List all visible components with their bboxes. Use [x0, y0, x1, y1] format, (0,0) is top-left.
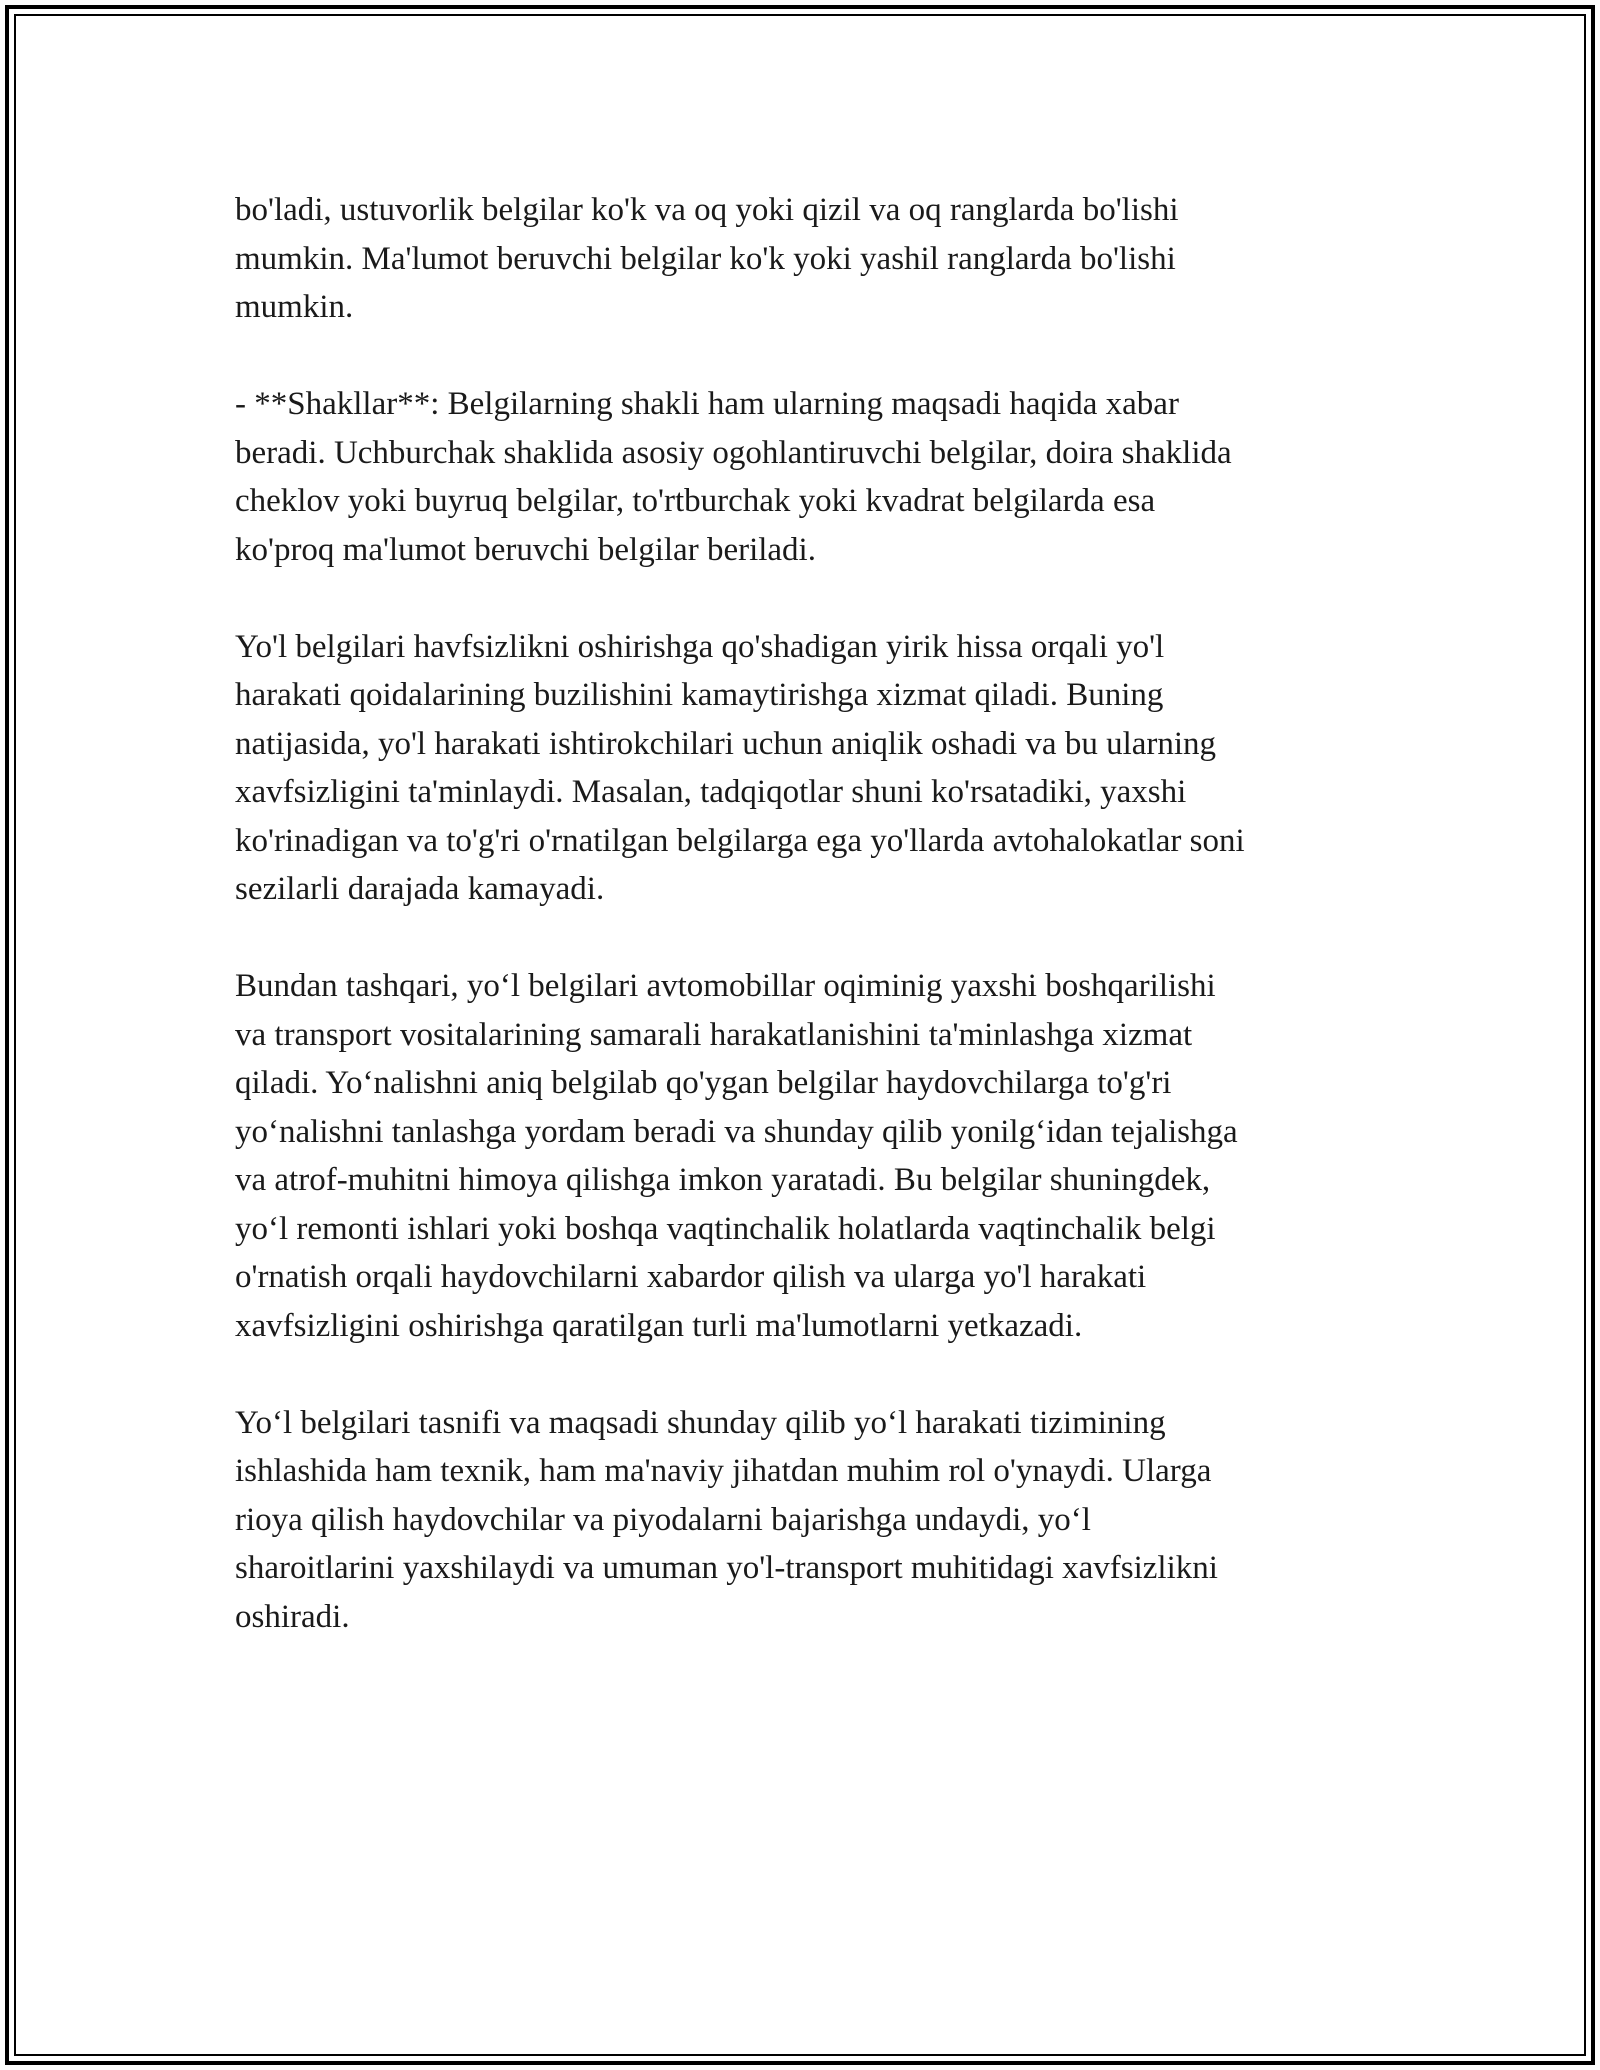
paragraph-conclusion: Yo‘l belgilari tasnifi va maqsadi shunday qilib yo‘l harakati tizimining ishlashida ham texnik, ham ma'naviy jihatdan muhim rol o'ynaydi. Ularga rioya qilish haydovchilar va piyodalarni bajarishga undaydi, yo‘l sharoitlarini yaxshilaydi va umuman yo'l-transport muhitidagi xavfsizlikni oshiradi.	[235, 1404, 1218, 1635]
paragraph-color-meanings: bo'ladi, ustuvorlik belgilar ko'k va oq yoki qizil va oq ranglarda bo'lishi mumkin. Ma'lumot beruvchi belgilar ko'k yoki yashil ranglarda bo'lishi mumkin.	[235, 192, 1179, 325]
paragraph-traffic-flow: Bundan tashqari, yo‘l belgilari avtomobillar oqiminig yaxshi boshqarilishi va transport vositalarining samarali harakatlanishini ta'minlashga xizmat qiladi. Yo‘nalishni aniq belgilab qo'ygan belgilar haydovchilarga to'g'ri yo‘nalishni tanlashga yordam beradi va shunday qilib yonilg‘idan tejalishga va atrof-muhitni himoya qilishga imkon yaratadi. Bu belgilar shuningdek, yo‘l remonti ishlari yoki boshqa vaqtinchalik holatlarda vaqtinchalik belgi o'rnatish orqali haydovchilarni xabardor qilish va ularga yo'l harakati xavfsizligini oshirishga qaratilgan turli ma'lumotlarni yetkazadi.	[235, 968, 1238, 1344]
paragraph-shapes: - **Shakllar**: Belgilarning shakli ham ularning maqsadi haqida xabar beradi. Uchburchak shaklida asosiy ogohlantiruvchi belgilar, doira shaklida cheklov yoki buyruq belgilar, to'rtburchak yoki kvadrat belgilarda esa ko'proq ma'lumot beruvchi belgilar beriladi.	[235, 386, 1232, 568]
document-body	[235, 186, 1370, 1690]
paragraph-safety: Yo'l belgilari havfsizlikni oshirishga qo'shadigan yirik hissa orqali yo'l harakati qoidalarining buzilishini kamaytirishga xizmat qiladi. Buning natijasida, yo'l harakati ishtirokchilari uchun aniqlik oshadi va bu ularning xavfsizligini ta'minlaydi. Masalan, tadqiqotlar shuni ko'rsatadiki, yaxshi ko'rinadigan va to'g'ri o'rnatilgan belgilarga ega yo'llarda avtohalokatlar soni sezilarli darajada kamayadi.	[235, 628, 1245, 907]
